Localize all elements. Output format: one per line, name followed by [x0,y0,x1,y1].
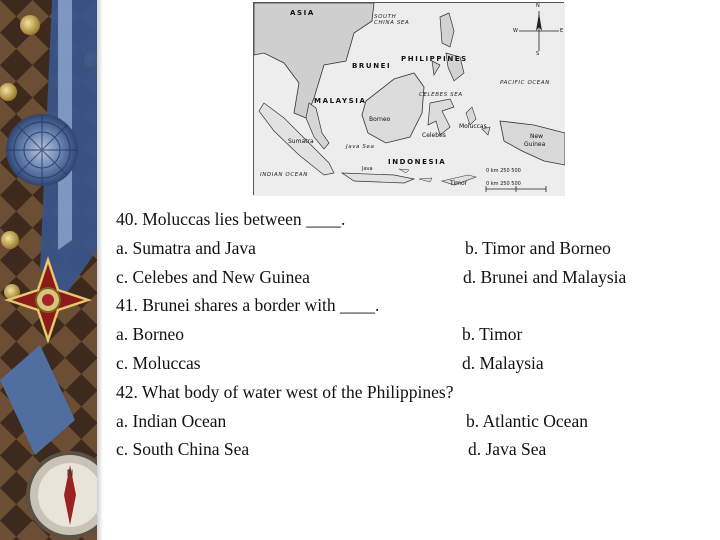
question-41-options-row-1 [116,320,676,349]
map-label-new-guinea-line1: New [530,133,544,140]
option-b: b. Atlantic Ocean [466,410,588,431]
map-label-celebes: Celebes [422,132,446,139]
option-a: a. Indian Ocean [116,410,227,431]
compass-west-label: W [513,28,518,34]
option-d: d. Java Sea [468,439,547,460]
map-label-malaysia: MALAYSIA [314,97,367,105]
map-label-brunei: BRUNEI [352,62,392,70]
map-label-sumatra: Sumatra [288,138,314,145]
option-c: c. Moluccas [116,352,201,373]
map-label-timor: Timor [450,180,468,187]
option-a: a. Borneo [116,324,185,345]
map-label-celebes-sea: CELEBES SEA [419,92,463,98]
map-label-philippines: PHILIPPINES [401,55,468,63]
question-40-prompt [116,205,676,234]
map-label-java: Java [362,166,373,172]
map-scale-km: 0 km 250 500 [486,168,521,174]
medal-board-illustration [0,0,97,540]
compass-south-label: S [536,51,540,57]
map-label-pacific-ocean: PACIFIC OCEAN [500,80,550,86]
map-label-indian-ocean: INDIAN OCEAN [260,172,308,178]
question-40-options-row-2 [116,263,676,292]
option-b: b. Timor and Borneo [465,237,611,258]
question-text: 41. Brunei shares a border with ____. [116,295,380,316]
option-c: c. South China Sea [116,439,250,460]
question-40-options-row-1 [116,234,676,263]
southeast-asia-map [253,2,564,195]
map-label-moluccas: Moluccas [459,123,487,130]
compass-north-label: N [536,3,540,9]
question-42-options-row-2 [116,435,676,464]
svg-text:N: N [66,469,74,479]
question-41-options-row-2 [116,349,676,378]
option-b: b. Timor [462,324,523,345]
option-d: d. Brunei and Malaysia [463,266,627,287]
map-label-asia: ASIA [290,9,315,17]
option-c: c. Celebes and New Guinea [116,266,310,287]
quiz-questions [116,205,676,464]
map-label-new-guinea-line2: Guinea [524,141,546,148]
question-42-prompt [116,378,676,407]
option-a: a. Sumatra and Java [116,237,256,258]
strip-shadow [97,0,103,540]
map-label-indonesia: INDONESIA [388,158,447,166]
map-label-java-sea: Java Sea [346,144,375,150]
question-41-prompt [116,291,676,320]
question-42-options-row-1 [116,407,676,436]
decorative-left-strip [0,0,97,540]
map-label-south-china-sea: SOUTH CHINA SEA [374,14,410,26]
question-text: 40. Moluccas lies between ____. [116,209,346,229]
option-d: d. Malaysia [462,352,544,373]
compass-east-label: E [560,28,564,34]
question-text: 42. What body of water west of the Philippines? [116,381,454,402]
map-label-borneo: Borneo [369,116,391,123]
map-scale-mi: 0 km 250 500 [486,181,521,187]
